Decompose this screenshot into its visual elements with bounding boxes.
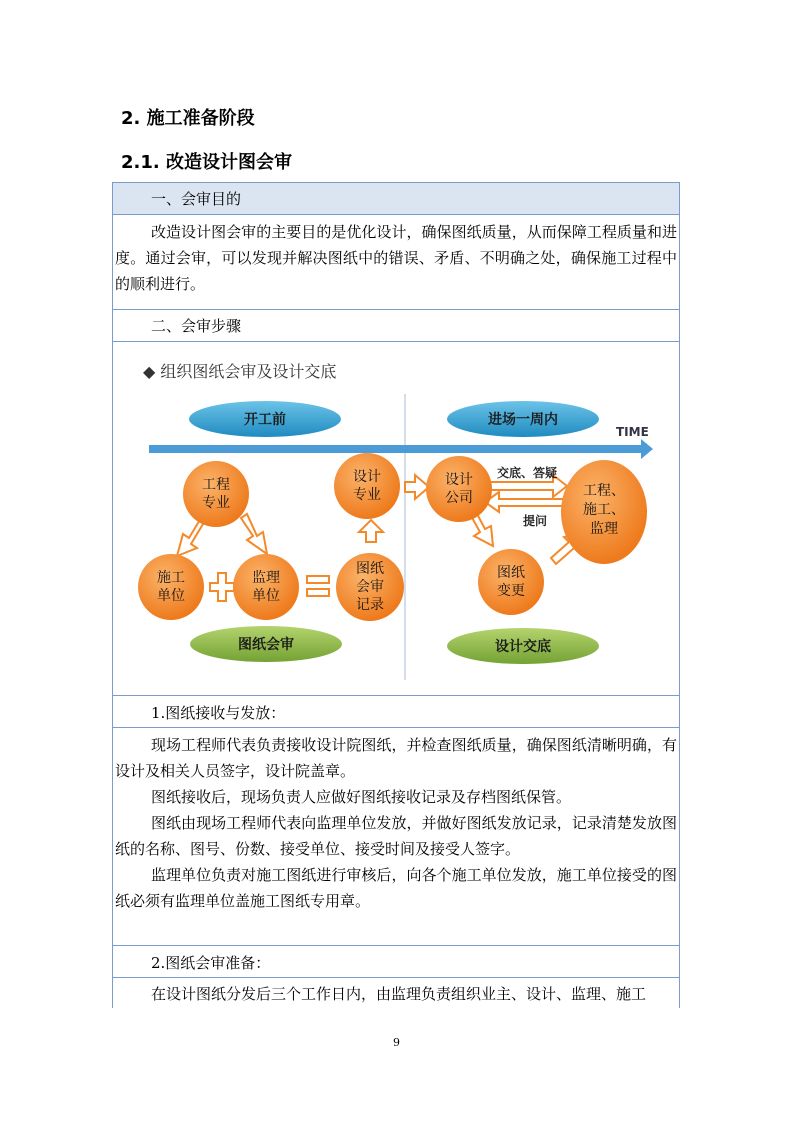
step1-paragraphs xyxy=(115,732,677,914)
svg-text:进场一周内: 进场一周内 xyxy=(488,412,558,428)
step1-paragraph: 现场工程师代表负责接收设计院图纸，并检查图纸质量，确保图纸清晰明确，有设计及相关人员签字，设计院盖章。 xyxy=(115,736,677,780)
row-purpose-body xyxy=(113,215,679,310)
content-table xyxy=(112,182,680,1008)
svg-text:施工、: 施工、 xyxy=(583,502,625,518)
node-drawing-change xyxy=(478,549,544,615)
svg-text:公司: 公司 xyxy=(445,490,473,506)
svg-text:工程: 工程 xyxy=(202,477,230,493)
svg-text:图纸: 图纸 xyxy=(497,565,525,581)
steps-title: 二、会审步骤 xyxy=(151,317,242,335)
node-design-major xyxy=(334,453,400,519)
row-step1-header xyxy=(113,696,679,728)
row-diagram xyxy=(113,342,679,696)
label-design-disclosure xyxy=(447,628,599,664)
node-engineering-construction-supervision xyxy=(561,460,647,564)
step2-paragraph: 在设计图纸分发后三个工作日内，由监理负责组织业主、设计、监理、施工 xyxy=(151,985,647,1003)
svg-text:监理: 监理 xyxy=(252,570,280,586)
svg-text:设计: 设计 xyxy=(445,472,473,488)
svg-text:监理: 监理 xyxy=(590,521,618,537)
svg-text:设计: 设计 xyxy=(353,469,381,485)
arrow-label-disclosure: 交底、答疑 xyxy=(497,466,558,480)
svg-text:会审: 会审 xyxy=(356,579,384,595)
step1-paragraph: 图纸由现场工程师代表向监理单位发放，并做好图纸发放记录，记录清楚发放图纸的名称、图号、份数、接受单位、接受时间及接受人签字。 xyxy=(115,814,677,858)
node-construction-unit xyxy=(138,554,204,620)
svg-text:设计交底: 设计交底 xyxy=(495,639,551,655)
phase-after-label xyxy=(447,401,599,437)
svg-text:专业: 专业 xyxy=(353,487,381,503)
node-design-company xyxy=(426,456,492,522)
arrow-label-question: 提问 xyxy=(523,514,548,528)
svg-text:专业: 专业 xyxy=(202,495,230,511)
svg-text:工程、: 工程、 xyxy=(583,483,625,499)
purpose-title: 一、会审目的 xyxy=(151,190,242,208)
section-heading-2-1: 2.1. 改造设计图会审 xyxy=(121,152,292,173)
svg-text:记录: 记录 xyxy=(356,597,384,613)
row-purpose-header xyxy=(113,183,679,215)
svg-text:变更: 变更 xyxy=(497,583,525,599)
label-drawing-review xyxy=(190,626,342,662)
svg-text:图纸: 图纸 xyxy=(356,561,384,577)
section-heading-2: 2. 施工准备阶段 xyxy=(121,108,255,129)
node-supervision-unit xyxy=(233,554,299,620)
svg-text:单位: 单位 xyxy=(252,588,280,604)
row-steps-header xyxy=(113,310,679,342)
svg-text:单位: 单位 xyxy=(157,588,185,604)
row-step2-header xyxy=(113,946,679,978)
purpose-paragraph: 改造设计图会审的主要目的是优化设计，确保图纸质量，从而保障工程质量和进度。通过会审，可以发现并解决图纸中的错误、矛盾、不明确之处，确保施工过程中的顺利进行。 xyxy=(115,223,677,293)
step1-paragraph: 图纸接收后，现场负责人应做好图纸接收记录及存档图纸保管。 xyxy=(151,788,572,806)
row-step1-body xyxy=(113,728,679,946)
node-review-record xyxy=(336,553,404,621)
page-number: 9 xyxy=(393,1036,400,1049)
svg-text:开工前: 开工前 xyxy=(244,412,286,428)
review-flow-diagram xyxy=(113,342,679,695)
step1-title: 1.图纸接收与发放： xyxy=(151,704,286,722)
node-engineering-major xyxy=(183,461,249,527)
time-label: TIME xyxy=(616,425,649,439)
step2-title: 2.图纸会审准备： xyxy=(151,954,271,972)
phase-before-label xyxy=(189,401,341,437)
diagram-title: ◆ 组织图纸会审及设计交底 xyxy=(143,362,337,381)
row-step2-body xyxy=(113,978,679,1008)
step1-paragraph: 监理单位负责对施工图纸进行审核后，向各个施工单位发放，施工单位接受的图纸必须有监理单位盖施工图纸专用章。 xyxy=(115,866,677,910)
svg-text:施工: 施工 xyxy=(157,570,185,586)
svg-text:图纸会审: 图纸会审 xyxy=(238,637,294,653)
